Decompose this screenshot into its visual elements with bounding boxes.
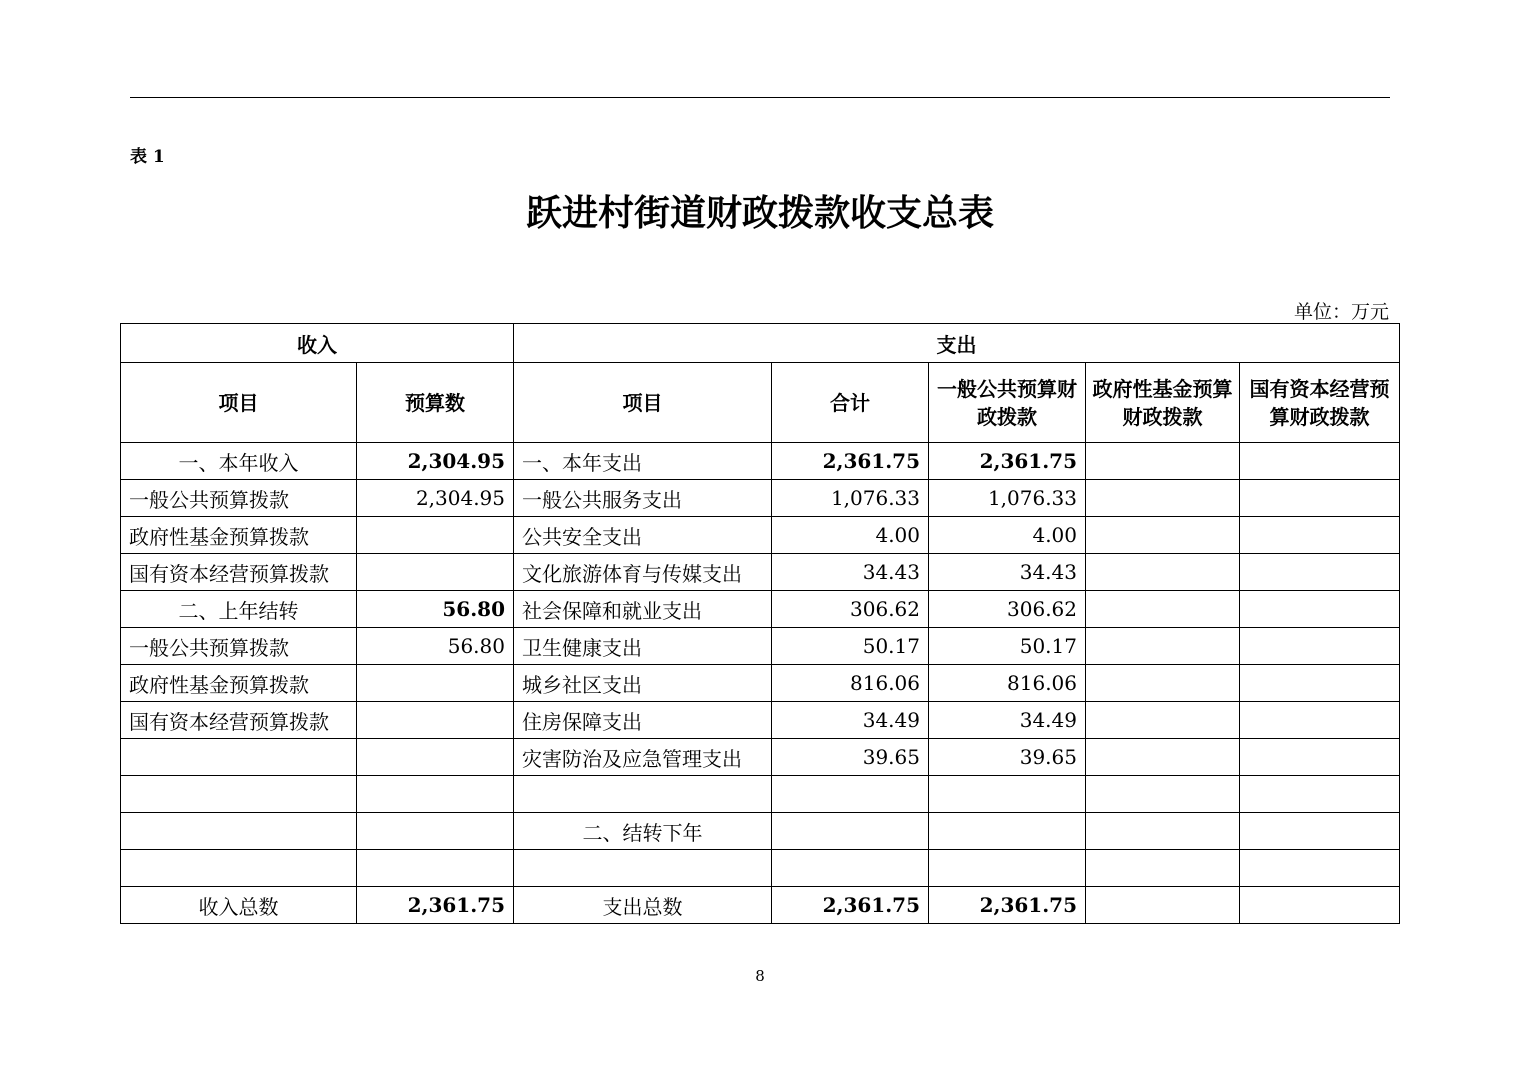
- income-item-cell: 政府性基金预算拨款: [121, 665, 357, 702]
- total-cell: 2,361.75: [772, 443, 929, 480]
- general-budget-cell: [929, 813, 1086, 850]
- total-cell: 816.06: [772, 665, 929, 702]
- state-capital-cell: [1240, 591, 1400, 628]
- expense-item-cell: 公共安全支出: [514, 517, 772, 554]
- total-cell: 50.17: [772, 628, 929, 665]
- fund-budget-cell: [1086, 850, 1240, 887]
- group-header-row: [121, 324, 1400, 363]
- column-header-row: [121, 363, 1400, 443]
- income-item-cell: [121, 776, 357, 813]
- expense-item-cell: 二、结转下年: [514, 813, 772, 850]
- general-total-value: 2,361.75: [929, 887, 1086, 924]
- state-capital-cell: [1240, 665, 1400, 702]
- state-capital-cell: [1240, 443, 1400, 480]
- table-row: [121, 480, 1400, 517]
- total-cell: [772, 813, 929, 850]
- state-capital-cell: [1240, 813, 1400, 850]
- general-budget-cell: 2,361.75: [929, 443, 1086, 480]
- expense-item-cell: 社会保障和就业支出: [514, 591, 772, 628]
- fund-budget-cell: [1086, 739, 1240, 776]
- state-capital-cell: [1240, 702, 1400, 739]
- expense-item-cell: [514, 776, 772, 813]
- income-budget-cell: [357, 850, 514, 887]
- total-cell: 4.00: [772, 517, 929, 554]
- total-cell: 34.43: [772, 554, 929, 591]
- page-number: 8: [755, 967, 765, 985]
- expense-item-cell: 文化旅游体育与传媒支出: [514, 554, 772, 591]
- general-budget-cell: 306.62: [929, 591, 1086, 628]
- general-budget-cell: 50.17: [929, 628, 1086, 665]
- expense-item-cell: 一般公共服务支出: [514, 480, 772, 517]
- state-capital-cell: [1240, 628, 1400, 665]
- fund-budget-cell: [1086, 628, 1240, 665]
- totals-row: [121, 887, 1400, 924]
- table-row: [121, 702, 1400, 739]
- table-row: [121, 776, 1400, 813]
- income-item-cell: 一、本年收入: [121, 443, 357, 480]
- state-capital-total-value: [1240, 887, 1400, 924]
- income-item-cell: 政府性基金预算拨款: [121, 517, 357, 554]
- state-capital-cell: [1240, 739, 1400, 776]
- general-budget-cell: 39.65: [929, 739, 1086, 776]
- income-budget-cell: [357, 665, 514, 702]
- table-row: [121, 591, 1400, 628]
- income-item-cell: [121, 739, 357, 776]
- general-budget-cell: [929, 850, 1086, 887]
- table-row: [121, 443, 1400, 480]
- table-row: [121, 554, 1400, 591]
- general-budget-cell: 1,076.33: [929, 480, 1086, 517]
- fund-total-value: [1086, 887, 1240, 924]
- fiscal-summary-table: [120, 323, 1400, 924]
- fund-budget-cell: [1086, 554, 1240, 591]
- total-cell: [772, 776, 929, 813]
- income-budget-cell: 56.80: [357, 591, 514, 628]
- state-capital-cell: [1240, 480, 1400, 517]
- total-cell: 34.49: [772, 702, 929, 739]
- fund-budget-cell: [1086, 702, 1240, 739]
- table-label: 表 1: [130, 147, 165, 167]
- income-item-cell: 国有资本经营预算拨款: [121, 702, 357, 739]
- income-total-label: 收入总数: [121, 887, 357, 924]
- col-state-capital-budget: 国有资本经营预算财政拨款: [1240, 363, 1400, 443]
- expense-item-cell: 城乡社区支出: [514, 665, 772, 702]
- col-income-budget: 预算数: [357, 363, 514, 443]
- state-capital-cell: [1240, 776, 1400, 813]
- income-item-cell: 一般公共预算拨款: [121, 480, 357, 517]
- table-row: [121, 517, 1400, 554]
- general-budget-cell: [929, 776, 1086, 813]
- table-row: [121, 813, 1400, 850]
- state-capital-cell: [1240, 517, 1400, 554]
- total-cell: [772, 850, 929, 887]
- expense-item-cell: [514, 850, 772, 887]
- col-expense-item: 项目: [514, 363, 772, 443]
- total-cell: 306.62: [772, 591, 929, 628]
- income-budget-cell: [357, 813, 514, 850]
- expense-item-cell: 住房保障支出: [514, 702, 772, 739]
- expense-total-value: 2,361.75: [772, 887, 929, 924]
- fund-budget-cell: [1086, 813, 1240, 850]
- general-budget-cell: 34.43: [929, 554, 1086, 591]
- general-budget-cell: 4.00: [929, 517, 1086, 554]
- income-item-cell: 国有资本经营预算拨款: [121, 554, 357, 591]
- expense-item-cell: 一、本年支出: [514, 443, 772, 480]
- fund-budget-cell: [1086, 517, 1240, 554]
- col-general-budget: 一般公共预算财政拨款: [929, 363, 1086, 443]
- table-row: [121, 739, 1400, 776]
- fund-budget-cell: [1086, 591, 1240, 628]
- expense-item-cell: 卫生健康支出: [514, 628, 772, 665]
- income-budget-cell: 2,304.95: [357, 480, 514, 517]
- state-capital-cell: [1240, 554, 1400, 591]
- general-budget-cell: 816.06: [929, 665, 1086, 702]
- expense-total-label: 支出总数: [514, 887, 772, 924]
- col-fund-budget: 政府性基金预算财政拨款: [1086, 363, 1240, 443]
- income-budget-cell: [357, 739, 514, 776]
- state-capital-cell: [1240, 850, 1400, 887]
- fund-budget-cell: [1086, 776, 1240, 813]
- expense-group-header: 支出: [514, 324, 1400, 363]
- income-budget-cell: [357, 702, 514, 739]
- general-budget-cell: 34.49: [929, 702, 1086, 739]
- income-budget-cell: [357, 554, 514, 591]
- income-total-value: 2,361.75: [357, 887, 514, 924]
- income-item-cell: [121, 850, 357, 887]
- income-item-cell: [121, 813, 357, 850]
- total-cell: 39.65: [772, 739, 929, 776]
- expense-item-cell: 灾害防治及应急管理支出: [514, 739, 772, 776]
- fund-budget-cell: [1086, 665, 1240, 702]
- fund-budget-cell: [1086, 443, 1240, 480]
- header-rule: [130, 97, 1390, 98]
- table-row: [121, 665, 1400, 702]
- income-budget-cell: [357, 776, 514, 813]
- total-cell: 1,076.33: [772, 480, 929, 517]
- document-title: 跃进村街道财政拨款收支总表: [525, 193, 994, 234]
- income-item-cell: 二、上年结转: [121, 591, 357, 628]
- income-budget-cell: 2,304.95: [357, 443, 514, 480]
- col-income-item: 项目: [121, 363, 357, 443]
- col-total: 合计: [772, 363, 929, 443]
- income-group-header: 收入: [121, 324, 514, 363]
- table-row: [121, 850, 1400, 887]
- income-budget-cell: [357, 517, 514, 554]
- table-row: [121, 628, 1400, 665]
- income-item-cell: 一般公共预算拨款: [121, 628, 357, 665]
- fund-budget-cell: [1086, 480, 1240, 517]
- income-budget-cell: 56.80: [357, 628, 514, 665]
- unit-label: 单位：万元: [1293, 301, 1389, 323]
